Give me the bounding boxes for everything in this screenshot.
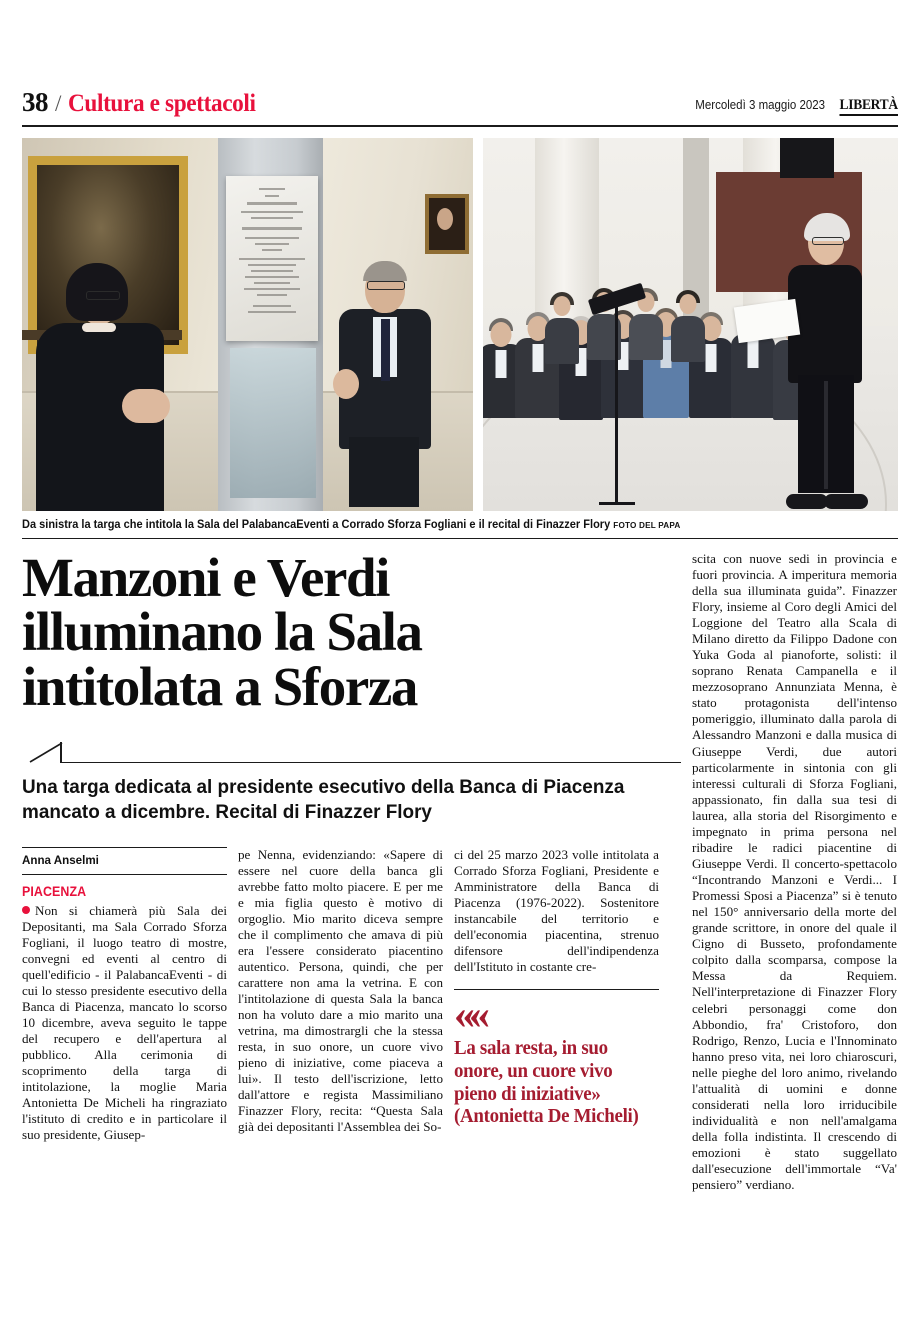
body-text-1 — [22, 903, 227, 1143]
plinth-glass — [230, 348, 316, 498]
body-column-4 — [692, 551, 897, 1194]
section-title: Cultura e spettacoli — [68, 90, 256, 117]
masthead-rule — [22, 125, 898, 127]
person-speaking-right — [327, 257, 439, 505]
quote-marks-icon: «« — [454, 991, 484, 1038]
pull-quote-text — [454, 1038, 653, 1129]
photo-credit: FOTO DEL PAPA — [613, 519, 681, 530]
body-column-3 — [454, 847, 659, 1144]
headline-line-3: intitolata a Sforza — [22, 655, 418, 717]
body-paragraph: ci del 25 marzo 2023 volle intitolata a Corrado Sforza Fogliani, Presidente e Amministratore della Banca di Piacenza (1976-2022). Sostenitore instancabile del territorio e dell'economia piacentina, strenuo difensore dell'indipendenza dell'Istituto in costante cre- — [454, 846, 659, 974]
dateline: PIACENZA — [22, 883, 87, 899]
audience-member — [629, 314, 663, 360]
pull-quote-line-2: onore, un cuore vivo — [454, 1060, 613, 1082]
masthead — [22, 0, 898, 116]
left-block — [22, 546, 681, 1194]
page-number: 38 — [22, 87, 48, 117]
photo-caption — [22, 518, 854, 531]
article-body — [22, 546, 898, 1194]
headline-line-1: Manzoni e Verdi — [22, 546, 390, 608]
body-column-1 — [22, 847, 227, 1144]
pull-quote-line-1: La sala resta, in suo — [454, 1038, 608, 1060]
newspaper-logo: LIBERTÀ — [840, 97, 898, 116]
body-text-4 — [692, 551, 897, 1194]
caption-rule — [22, 538, 898, 539]
byline-rule — [22, 874, 227, 875]
wall-portrait — [425, 194, 469, 254]
commemorative-plaque — [226, 176, 318, 341]
headline-line-2: illuminano la Sala — [22, 601, 422, 663]
photo-recital — [483, 138, 898, 511]
body-column-2 — [238, 847, 443, 1144]
column-group — [22, 847, 681, 1144]
folio-separator: / — [55, 91, 62, 116]
photo-row — [22, 138, 898, 511]
body-text-3 — [454, 847, 659, 975]
music-stand — [615, 305, 618, 505]
deck-ornament — [22, 742, 681, 768]
audience-member — [671, 316, 705, 362]
caption-text: Da sinistra la targa che intitola la Sala del PalabancaEventi a Corrado Sforza Fogliani e il recital di Finazzer Flory — [22, 517, 611, 531]
masthead-right — [684, 97, 898, 116]
page-title — [22, 546, 681, 717]
issue-date: Mercoledì 3 maggio 2023 — [695, 98, 826, 112]
pull-quote-attribution: (Antonietta De Micheli) — [454, 1106, 639, 1128]
ceiling-speaker — [780, 138, 834, 178]
body-paragraph: scita con nuove sedi in provincia e fuori provincia. A imperitura memoria della sua illuminata guida”. Finazzer Flory, insieme al Coro degli Amici del Loggione del Teatro alla Scala di Milano diretto da Filippo Dadone con Yuka Goda al pianoforte, solisti: il soprano Renata Campanella e il mezzosoprano Annunziata Menna, è stato protagonista dell'intenso pomeriggio, illuminato dalla parola di Alessandro Manzoni e dalla musica di Giuseppe Verdi, due autori particolarmente in sintonia con gli interessi culturali di Sforza Fogliani, appassionato, fin dalla sua tesi di laurea, alla storia del Risorgimento e impegnato in prima persona nel ribadire le radici piacentine di Giuseppe Verdi. Il concerto-spettacolo “Incontrando Manzoni e Verdi... I Promessi Sposi a Piacenza” si è tenuto nel 150° anniversario della morte del grande scrittore, in onore del quale il Cigno di Busseto, profondamente colpito dalla scomparsa, compose la Messa da Requiem. Nell'interpretazione di Finazzer Flory celebri personaggi come don Abbondio, fra' Cristoforo, don Rodrigo, Renzo, Lucia e l'Innominato hanno preso vita, nei loro chiaroscuri, nelle pieghe del loro animo, rivelando l'attualità di uomini e donne considerati nella loro irriducibile individualità e non nell'amalgama della folla indistinta. Il crescendo di emozioni è stato suggellato dall'esecuzione dell'immortale “Va' pensiero” verdiano. — [692, 550, 897, 1193]
body-text-2 — [238, 847, 443, 1136]
pull-quote — [454, 989, 659, 1129]
photo-plaque-unveiling — [22, 138, 473, 511]
audience-member — [545, 318, 579, 364]
performer-finazzer-flory — [762, 207, 880, 507]
masthead-left — [22, 89, 270, 116]
slash-icon — [28, 742, 64, 763]
pull-quote-line-3: pieno di iniziative» — [454, 1083, 601, 1105]
lead-bullet-icon — [22, 906, 30, 914]
byline: Anna Anselmi — [22, 847, 227, 867]
article-deck: Una targa dedicata al presidente esecutivo della Banca di Piacenza mancato a dicembre. Recital di Finazzer Flory — [22, 776, 625, 823]
person-applauding-left — [36, 261, 186, 511]
body-paragraph: Non si chiamerà più Sala dei Depositanti, ma Sala Corrado Sforza Fogliani, il luogo teatro di mostre, convegni ed eventi al centro di quell'edificio - il PalabancaEventi - di cui lo stesso presidente esecutivo della Banca di Piacenza, mancato lo scorso 10 dicembre, aveva seguito le tappe del recupero e dell'apertura al pubblico. Alla cerimonia di scoprimento della targa di intitolazione, la moglie Maria Antonietta De Micheli ha ringraziato l'istituto di credito e in particolare il suo presidente, Giusep- — [22, 902, 227, 1143]
body-paragraph: pe Nenna, evidenziando: «Sapere di essere nel cuore della banca gli avrebbe fatto molto piacere. E per me e mia figlia questo è motivo di orgoglio. Mio marito diceva sempre che il complimento che amava di più era l'essere considerato piacentino autentico. Persona, quindi, che per carattere non ama la vetrina. E con l'intitolazione di questa Sala la banca non ha voluto dare a mio marito una vetrina, ma dimostrargli che la stessa resta, in suo onore, un cuore vivo pieno di iniziative, come piaceva a lui». Il testo dell'iscrizione, letto dall'attore e regista Massimiliano Finazzer Flory, recita: “Questa Sala già dei depositanti l'Assemblea dei So- — [238, 846, 443, 1135]
